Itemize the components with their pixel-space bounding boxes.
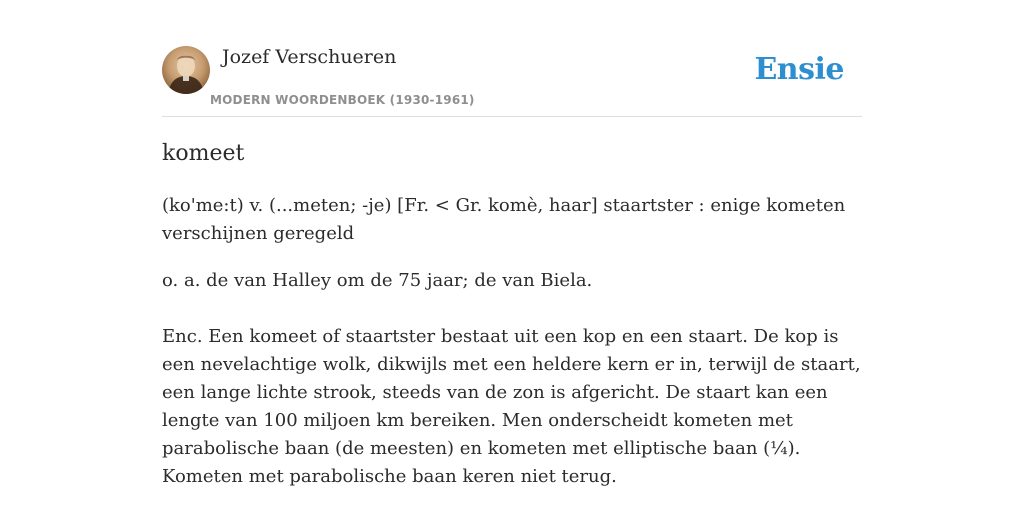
definition-paragraph: (ko'me:t) v. (...meten; -je) [Fr. < Gr. komè, haar] staartster : enige kometen verschijnen geregeld: [162, 195, 846, 244]
entry-card: [162, 0, 862, 512]
brand-logo[interactable]: Ensie: [754, 52, 844, 87]
author-avatar[interactable]: [162, 46, 210, 94]
headword-title: komeet: [162, 141, 245, 166]
entry-header: [162, 0, 862, 117]
portrait-icon: [162, 46, 210, 94]
encyclopedia-paragraph: Enc. Een komeet of staartster bestaat uit een kop en een staart. De kop is een nevelachtige wolk, dikwijls met een heldere kern er in, terwijl de staart, een lange lichte strook, steeds van de zon is afgericht. De staart kan een lengte van 100 miljoen km bereiken. Men onderscheidt kometen met parabolische baan (de meesten) en kometen met elliptische baan (¼). Kometen met parabolische baan keren niet terug.: [162, 326, 861, 487]
example-paragraph: o. a. de van Halley om de 75 jaar; de van Biela.: [162, 270, 593, 291]
author-name[interactable]: Jozef Verschueren: [222, 46, 397, 68]
source-label[interactable]: MODERN WOORDENBOEK (1930-1961): [210, 93, 475, 107]
